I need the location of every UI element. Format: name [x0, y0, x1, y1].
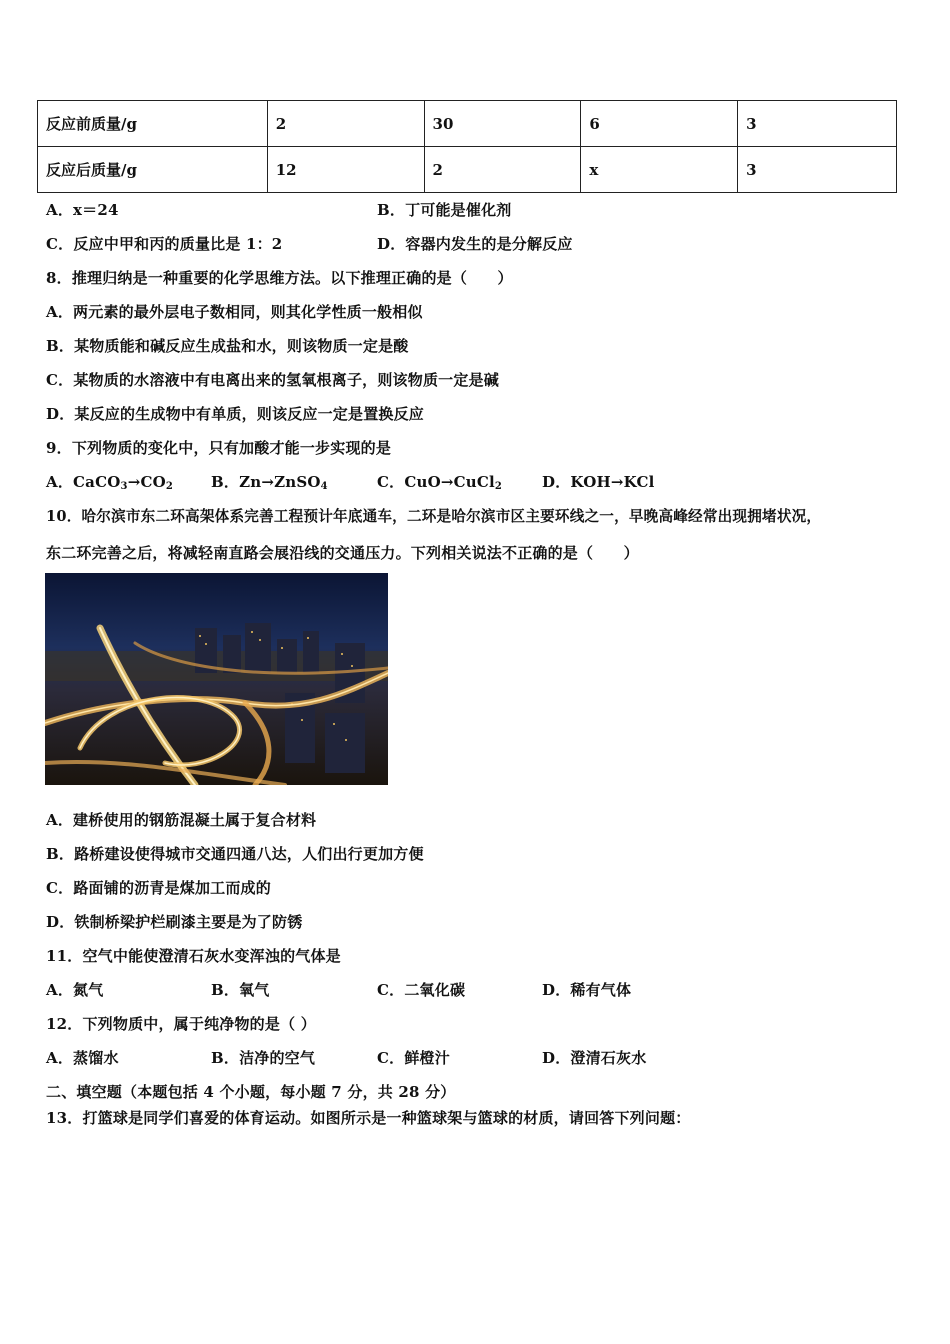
- q12-option-c: C．鲜橙汁: [377, 1049, 450, 1067]
- q7-option-d: D．容器内发生的是分解反应: [377, 235, 573, 253]
- q12-option-a: A．蒸馏水: [46, 1049, 119, 1067]
- q8-option-c: C．某物质的水溶液中有电离出来的氢氧根离子，则该物质一定是碱: [46, 371, 499, 389]
- q9-option-d: D．KOH→KCl: [542, 473, 655, 491]
- q10-option-b: B．路桥建设使得城市交通四通八达，人们出行更加方便: [46, 845, 424, 863]
- table-cell: 3: [738, 101, 897, 147]
- q10-stem-line1: 10．哈尔滨市东二环高架体系完善工程预计年底通车，二环是哈尔滨市区主要环线之一，早晚高峰经常出现拥堵状况，: [46, 508, 822, 525]
- q10-option-d: D．铁制桥梁护栏刷漆主要是为了防锈: [46, 913, 303, 931]
- q9-option-a: A．$CaCO_3\to CO_2$: [46, 473, 174, 492]
- overpass-illustration: [45, 573, 388, 785]
- q12-option-d: D．澄清石灰水: [542, 1049, 647, 1067]
- q8-option-a: A．两元素的最外层电子数相同，则其化学性质一般相似: [46, 303, 423, 321]
- q11-option-b: B．氧气: [211, 981, 270, 999]
- mass-table: [37, 100, 897, 193]
- q13-stem: 13．打篮球是同学们喜爱的体育运动。如图所示是一种篮球架与篮球的材质，请回答下列问题：: [46, 1109, 691, 1127]
- q10-option-a: A．建桥使用的钢筋混凝土属于复合材料: [46, 811, 317, 829]
- q9-option-b: B．Zn→ZnSO$_4$: [211, 473, 328, 492]
- table-cell: 2: [267, 101, 424, 147]
- q9-stem: 9．下列物质的变化中，只有加酸才能一步实现的是: [46, 439, 392, 457]
- q12-stem: 12．下列物质中，属于纯净物的是（ ）: [46, 1015, 316, 1033]
- q7-option-b: B．丁可能是催化剂: [377, 201, 512, 219]
- q8-stem: 8．推理归纳是一种重要的化学思维方法。以下推理正确的是（ ）: [46, 269, 513, 287]
- q11-option-d: D．稀有气体: [542, 981, 632, 999]
- row-label: 反应前质量/g: [38, 101, 268, 147]
- table-cell: 3: [738, 147, 897, 193]
- q8-option-b: B．某物质能和碱反应生成盐和水，则该物质一定是酸: [46, 337, 409, 355]
- table-cell: x: [581, 147, 738, 193]
- table-cell: 6: [581, 101, 738, 147]
- overpass-night-photo: [45, 573, 388, 785]
- table-row: [38, 147, 897, 193]
- q10-option-c: C．路面铺的沥青是煤加工而成的: [46, 879, 271, 897]
- q11-option-c: C．二氧化碳: [377, 981, 466, 999]
- table-cell: 2: [424, 147, 581, 193]
- q8-option-d: D．某反应的生成物中有单质，则该反应一定是置换反应: [46, 405, 425, 423]
- q10-stem-line2: 东二环完善之后，将减轻南直路会展沿线的交通压力。下列相关说法不正确的是（ ）: [46, 544, 639, 562]
- q11-stem: 11．空气中能使澄清石灰水变浑浊的气体是: [46, 947, 341, 965]
- q7-option-c: C．反应中甲和丙的质量比是 1：2: [46, 235, 283, 253]
- q11-option-a: A．氮气: [46, 981, 104, 999]
- q12-option-b: B．洁净的空气: [211, 1049, 316, 1067]
- row-label: 反应后质量/g: [38, 147, 268, 193]
- section-heading: 二、填空题（本题包括 4 个小题，每小题 7 分，共 28 分）: [46, 1083, 456, 1101]
- table-cell: 12: [267, 147, 424, 193]
- q7-option-a: A．x＝24: [46, 201, 119, 219]
- table-cell: 30: [424, 101, 581, 147]
- table-row: [38, 101, 897, 147]
- q9-option-c: C．CuO→CuCl$_2$: [377, 473, 503, 492]
